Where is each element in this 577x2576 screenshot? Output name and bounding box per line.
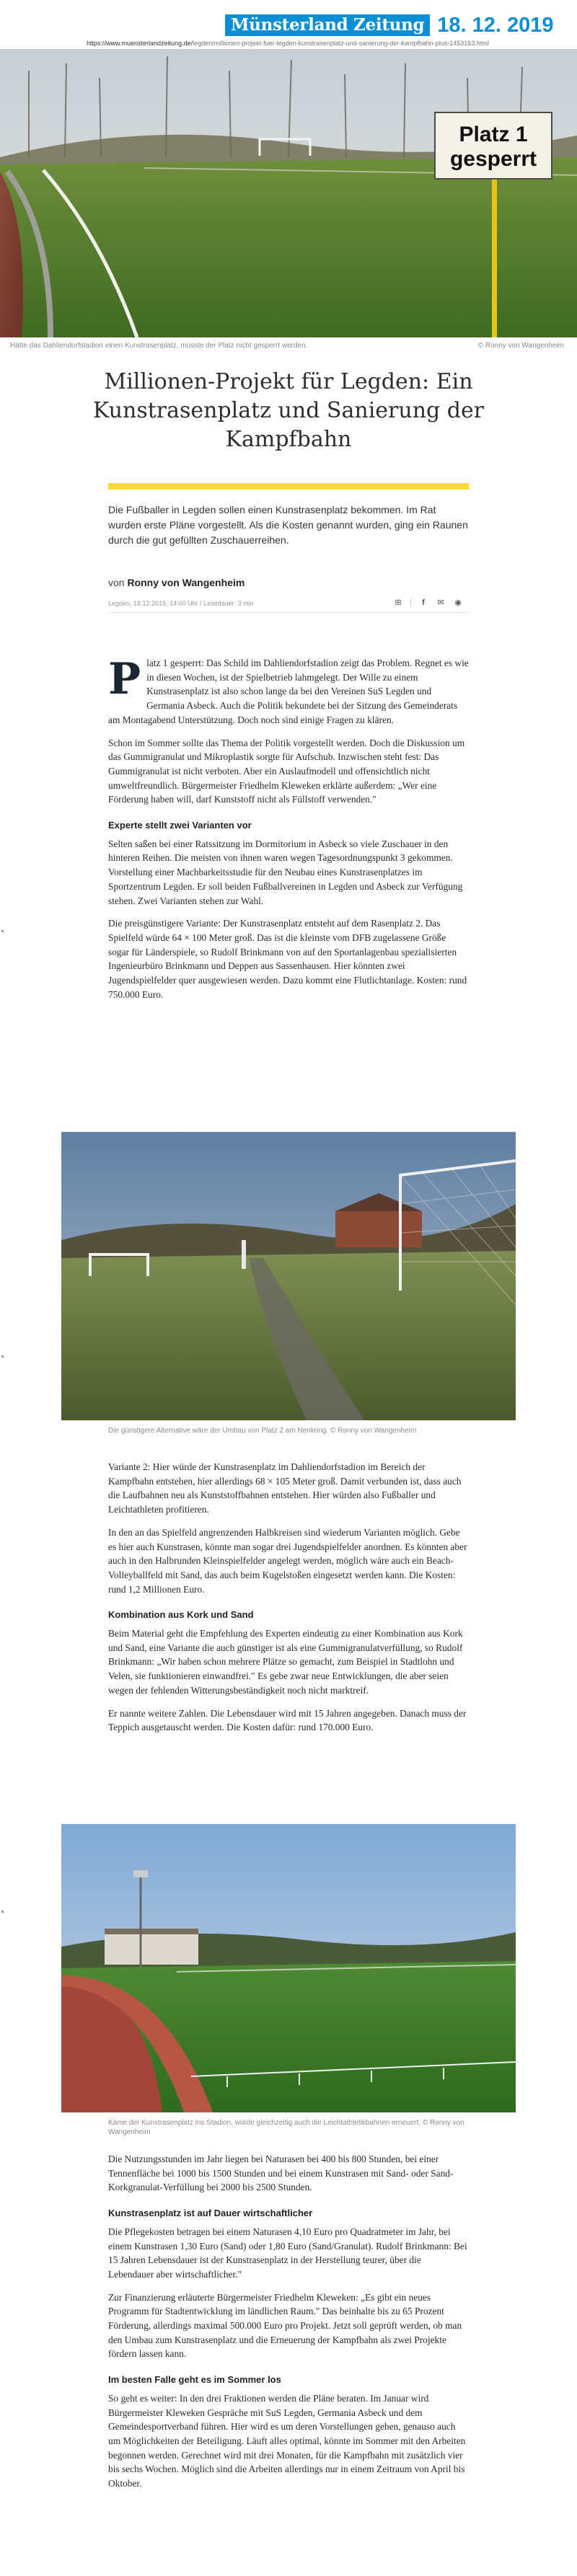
paragraph: Zur Finanzierung erläuterte Bürgermeister Friedhelm Kleweken: „Es gibt ein neues Programm für Stadtentwicklung im ländlichen Raum." Das beinhalte bis zu 65 Prozent Förderung, allerdings maximal 500.000 Euro pro Projekt. Jetzt soll geprüft werden, ob man den Umbau zum Kunstrasenplatz und die Erneuerung der Kampfbahn als zwei Projekte fördern lassen kann. xyxy=(108,2291,462,2360)
stadium-photo xyxy=(61,1824,516,2112)
subheading: Im besten Falle geht es im Sommer los xyxy=(108,2374,281,2386)
subheading: Kunstrasenplatz ist auf Dauer wirtschaftlicher xyxy=(108,2208,313,2219)
hero-credit: © Ronny von Wangenheim xyxy=(477,342,564,350)
facebook-icon[interactable]: f xyxy=(422,598,425,607)
dropcap: P xyxy=(108,654,141,704)
mail-icon[interactable]: ✉ xyxy=(437,598,444,607)
article-lead: Die Fußballer in Legden sollen einen Kunstrasenplatz bekommen. Im Rat wurden erste Pläne vorgestellt. Als die Kosten genannt wurden, ging ein Raunen durch die gut gefüllten Zuschauerreihen. xyxy=(108,504,468,546)
paragraph: Die Pflegekosten betragen bei einem Naturasen 4,10 Euro pro Quadratmeter im Jahr, bei einem Kunstrasen 1,30 Euro (Sand) oder 1,80 Euro (Sand/Granulat). Rudolf Brinkmann: Bei 15 Jahren Lebensdauer ist der Kunstrasenplatz in der Herstellung teurer, über die Lebendauer aber wirtschaftlicher." xyxy=(108,2226,467,2280)
paragraph: Selten saßen bei einer Ratssitzung im Dormitorium in Asbeck so viele Zuschauer in den hinteren Reihen. Die meisten von ihnen waren wegen Tagesordnungspunkt 3 gekommen. Vorstellung einer Machbarkeitsstudie für den Neubau eines Kunstrasenplatzes im Sportzentrum Legden. Er soll beiden Fußballvereinen in Legden und Asbeck zur Verfügung stehen. Zwei Varianten stehen zur Wahl. xyxy=(108,838,463,906)
divider xyxy=(410,598,411,607)
paragraph: So geht es weiter: In den drei Fraktionen werden die Pläne beraten. Im Januar wird Bürgermeister Kleweken Gespräche mit SuS Legden, Germania Asbeck und dem Gemeindesportverband führen. Hier wird es um deren Vorstellungen gehen, genauso auch um Möglichkeiten der Beteiligung. Läuft alles optimal, könnte im Sommer mit den Arbeiten begonnen werden. Gerechnet wird mit drei Monaten, für die Kampfbahn mit zusätzlich vier bis sechs Wochen. Möglich sind die Arbeiten allerdings nur in einem Zeitraum von April bis Oktober. xyxy=(108,2392,466,2489)
paragraph: Die Nutzungsstunden im Jahr liegen bei Naturasen bei 400 bis 800 Stunden, bei einer Tennenfläche bei 1000 bis 1500 Stunden und bei einem Kunstrasen mit Sand- oder Sand-Korkgranulat-Verfüllung bei 2000 bis 2500 Stunden. xyxy=(108,2154,454,2193)
margin-mark xyxy=(1,930,4,932)
pitch-photo-illustration xyxy=(61,1132,516,1420)
url-host: https://www.muensterlandzeitung.de/ xyxy=(87,40,193,47)
url-path: legden/millionen-projekt-fuer-legden-kunstrasenplatz-und-sanierung-der-kampfbahn-plus-1453163.html xyxy=(193,40,489,47)
stadium-photo-illustration xyxy=(61,1824,516,2112)
share-toolbar xyxy=(393,598,463,608)
bookmark-icon[interactable]: ⊞ xyxy=(395,598,402,607)
byline xyxy=(108,577,245,588)
paragraph-text: latz 1 gesperrt: Das Schild im Dahliendorfstadion zeigt das Problem. Regnet es wie in diesen Wochen, ist der Spielbetrieb lahmgelegt. Der Wille zu einem Kunstrasenplatz ist also schon lange da bei den Vereinen SuS Legden und Germania Asbeck. Auch die Politik bekundete bei der Sitzung des Gemeinderats am Montagabend Unterstützung. Doch noch sind einige Fragen zu klären. xyxy=(108,658,469,725)
subheading: Experte stellt zwei Varianten vor xyxy=(108,820,252,831)
margin-mark xyxy=(1,1355,4,1358)
meta-row xyxy=(108,597,469,613)
hero-caption: Hätte das Dahliendorfstadion einen Kunstrasenplatz, müsste der Platz nicht gesperrt werden. xyxy=(10,342,308,350)
article-body-part2 xyxy=(108,1460,469,1743)
sign-line2: gesperrt xyxy=(449,147,537,171)
newspaper-logo[interactable]: Münsterland Zeitung xyxy=(225,14,430,36)
subheading: Kombination aus Kork und Sand xyxy=(108,1609,254,1621)
margin-mark xyxy=(1,1911,4,1913)
hero-photo xyxy=(0,49,577,337)
article-meta: Legden, 18.12.2019, 14:00 Uhr / Lesedauer: 3 min xyxy=(108,600,254,607)
masthead xyxy=(225,14,554,36)
byline-prefix: von xyxy=(108,577,125,588)
paragraph: In den an das Spielfeld angrenzenden Halbkreisen sind wiederum Varianten möglich. Gebe es hier auch Kunstrasen, könnte man sogar drei Jugendspielfelder anordnen. Es könnten aber auch in den Halbrunden Kleinspielfelder angelegt werden, möglich wäre auch ein Beach-Volleyballfeld mit Sand, das auch beim Kugelstoßen eingesetzt werden kann. Die Kosten: rund 1,2 Millionen Euro. xyxy=(108,1526,467,1595)
accent-bar xyxy=(108,483,469,490)
paragraph: Er nannte weitere Zahlen. Die Lebensdauer wird mit 15 Jahren angegeben. Danach muss der Teppich ausgetauscht werden. Die Kosten dafür: rund 170.000 Euro. xyxy=(108,1707,467,1733)
whatsapp-icon[interactable]: ◉ xyxy=(454,598,462,607)
author-name[interactable]: Ronny von Wangenheim xyxy=(127,577,245,588)
article-body-part3 xyxy=(108,2152,469,2500)
photo3-caption: Käme der Kunstrasenplatz ins Stadion, würde gleichzeitig auch die Leichtathletikbahnen erneuert. © Ronny von Wangenheim xyxy=(108,2119,464,2136)
print-date: 18. 12. 2019 xyxy=(437,14,554,37)
source-url xyxy=(87,40,519,47)
paragraph: Variante 2: Hier würde der Kunstrasenplatz im Dahliendorfstadion im Bereich der Kampfbahn entstehen, hier allerdings 68 × 105 Meter groß. Damit verbunden ist, dass auch die Laufbahnen neu als Kunststoffbahnen entstehen. Hier würden also Fußballer und Leichtathleten profitieren. xyxy=(108,1461,462,1515)
paragraph: Schon im Sommer sollte das Thema der Politik vorgestellt werden. Doch die Diskussion um das Gummigranulat und Mikroplastik sorgte für Aufschub. Inzwischen steht fest: Das Gummigranulat ist nicht verboten. Aber ein Auslaufmodell und offensichtlich nicht umweltfreundlich. Bürgermeister Friedhelm Kleweken erklärte außerdem: „Wer eine Förderung haben will, darf Kunststoff nicht als Füllstoff verwenden." xyxy=(108,737,465,805)
paragraph: Beim Material geht die Empfehlung des Experten eindeutig zu einer Kombination aus Kork und Sand, eine Variante die auch günstiger ist als eine Gummigranulatverfüllung, so Rudolf Brinkmann: „Wir haben schon mehrere Plätze so gemacht, zum Beispiel in Stadtlohn und Velen, sie funktionieren einwandfrei." Es gebe zwar neue Entwicklungen, die aber seien wegen der fehlenden Witterungsbeständigkeit noch nicht marktreif. xyxy=(108,1628,463,1696)
photo2-caption: Die günstigere Alternative wäre der Umbau von Platz 2 am Nenkring. © Ronny von Wangenheim xyxy=(108,1427,417,1435)
paragraph: Die preisgünstigere Variante: Der Kunstrasenplatz entsteht auf dem Rasenplatz 2. Das Spielfeld würde 64 × 100 Meter groß. Das ist die kleinste vom DFB zugelassene Größe sogar für Länderspiele, so Rudolf Brinkmann von auf den Sportanlagenbau spezialisierten Ingenieurbüro Brinkmann und Deppen aus Sassenhausen. Hier könnten zwei Jugendspielfelder quer ausgewiesen werden. Dazu kommt eine Flutlichtanlage. Kosten: rund 750.000 Euro. xyxy=(108,918,467,1000)
pitch-photo-platz2 xyxy=(61,1132,516,1420)
article-body-part1 xyxy=(108,656,469,1010)
article-title: Millionen-Projekt für Legden: Ein Kunstrasenplatz und Sanierung der Kampfbahn xyxy=(92,369,485,452)
hero-photo-illustration xyxy=(0,49,577,337)
paragraph xyxy=(108,656,469,727)
sign-line1: Platz 1 xyxy=(459,123,528,146)
